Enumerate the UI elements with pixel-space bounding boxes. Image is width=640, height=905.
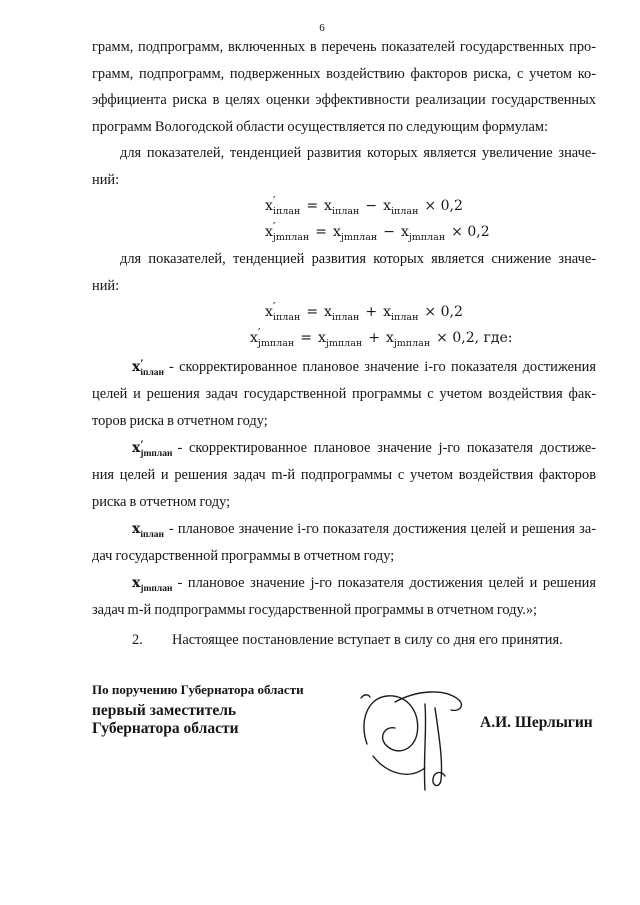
paragraph-line: ний: — [92, 277, 120, 294]
formula-script — [272, 300, 301, 323]
definition-script — [140, 531, 164, 541]
definition-line: риска в отчетном году; — [92, 494, 231, 510]
definition-variable: x — [132, 359, 141, 375]
definition-line: торов риска в отчетном году; — [92, 413, 268, 429]
definition-script — [140, 585, 172, 595]
formula-script — [391, 207, 418, 217]
signatory-name: А.И. Шерлыгин — [480, 714, 593, 731]
formula-script — [272, 194, 301, 217]
item-2 — [92, 627, 596, 654]
intro-paragraph — [92, 34, 596, 140]
signatory-position-line2: Губернатора области — [92, 720, 239, 737]
prime-mark: ′ — [272, 220, 276, 234]
formula-variable: x — [265, 198, 273, 214]
subscript: iплан — [140, 530, 165, 540]
formula-operator: + — [368, 330, 380, 346]
handwritten-signature — [355, 682, 475, 794]
definition-planned-jm — [92, 570, 596, 624]
signature-stroke — [361, 695, 370, 698]
definition-variable: x — [132, 575, 141, 591]
subscript: iплан — [140, 368, 165, 378]
page-number: 6 — [319, 22, 325, 34]
definition-line: задач m-й подпрограммы государственной программы в отчетном году.»; — [92, 602, 538, 618]
formula-operator: − — [365, 198, 378, 214]
formula-variable: x — [265, 304, 273, 320]
paragraph-line: программ Вологодской области осуществляется по следующим формулам: — [92, 118, 549, 135]
formula-variable: x — [250, 330, 258, 346]
formula-increase-i — [265, 193, 463, 219]
formula-variable: x — [317, 330, 326, 346]
subscript: iплан — [331, 206, 360, 217]
definition-line — [92, 570, 596, 597]
signature-instruction: По поручению Губернатора области — [92, 682, 304, 697]
subscript: jmплан — [408, 232, 446, 243]
formula-variable: x — [385, 330, 394, 346]
paragraph-line: для показателей, тенденцией развития которых является увеличение значе- — [120, 145, 596, 161]
prime-mark: ′ — [140, 437, 144, 451]
subscript: jmплан — [140, 449, 173, 459]
subscript: jmплан — [140, 584, 173, 594]
subscript: jmплан — [393, 338, 431, 349]
equals-sign: = — [306, 198, 319, 214]
formula-tail: × 0,2 — [424, 304, 463, 320]
definition-text: - скорректированное плановое значение i-го показателя достижения — [169, 359, 596, 375]
formula-script — [332, 207, 359, 217]
definition-text: - плановое значение i-го показателя достижения целей и решения за- — [169, 521, 596, 537]
definition-variable: x — [132, 440, 141, 456]
signature-stroke — [424, 704, 425, 790]
formula-script — [409, 233, 445, 243]
formula-script — [394, 339, 430, 349]
formula-variable: x — [265, 224, 273, 240]
formula-variable: x — [324, 304, 332, 320]
equals-sign: = — [300, 330, 312, 346]
definition-line — [92, 354, 596, 381]
subscript: iплан — [272, 312, 301, 323]
definition-script — [140, 356, 165, 379]
formula-script — [332, 313, 359, 323]
subscript: iплан — [391, 206, 419, 217]
prime-mark: ′ — [272, 194, 276, 208]
equals-sign: = — [315, 224, 327, 240]
subscript: jmплан — [340, 232, 378, 243]
equals-sign: = — [306, 304, 319, 320]
paragraph-line: грамм, подпрограмм, подверженных воздействию факторов риска, с учетом ко- — [92, 65, 596, 82]
formula-operator: − — [383, 224, 395, 240]
definition-line — [92, 435, 596, 462]
formula-script — [326, 339, 362, 349]
formula-script — [391, 313, 418, 323]
subscript: iплан — [331, 312, 360, 323]
formula-script — [257, 326, 295, 349]
item-text: Настоящее постановление вступает в силу со дня его принятия. — [172, 632, 563, 648]
signature-stroke — [364, 696, 418, 751]
formula-variable: x — [324, 198, 332, 214]
increase-case-paragraph — [92, 140, 596, 193]
formula-script — [272, 220, 310, 243]
definition-line: дач государственной программы в отчетном году; — [92, 548, 395, 564]
paragraph-line: эффициента риска в целях оценки эффективности реализации государственных — [92, 92, 596, 108]
formula-variable: x — [383, 198, 391, 214]
formula-tail: × 0,2, где: — [436, 330, 513, 346]
formula-variable: x — [383, 304, 391, 320]
definition-script — [140, 437, 173, 460]
definition-corrected-jm — [92, 435, 596, 516]
definition-corrected-i — [92, 354, 596, 435]
signature-stroke — [395, 692, 461, 710]
signatory-position-line1: первый заместитель — [92, 702, 237, 719]
signature-stroke — [373, 756, 425, 774]
definition-text: - плановое значение j-го показателя достижения целей и решения — [177, 575, 596, 591]
signature-stroke — [433, 708, 445, 786]
subscript: iплан — [272, 206, 301, 217]
formula-increase-jm — [265, 219, 490, 245]
formula-tail: × 0,2 — [451, 224, 490, 240]
subscript: jmплан — [325, 338, 363, 349]
definition-planned-i — [92, 516, 596, 570]
subscript: jmплан — [257, 338, 295, 349]
definition-variable: x — [132, 521, 141, 537]
formula-variable: x — [400, 224, 409, 240]
formula-script — [341, 233, 377, 243]
paragraph-line: грамм, подпрограмм, включенных в перечень показателей государственных про- — [92, 39, 596, 55]
paragraph-line: для показателей, тенденцией развития которых является снижение значе- — [120, 251, 596, 267]
formula-decrease-i — [265, 299, 463, 325]
definition-text: - скорректированное плановое значение j-го показателя достиже- — [177, 440, 596, 456]
subscript: iплан — [391, 312, 419, 323]
formula-operator: + — [365, 304, 378, 320]
prime-mark: ′ — [140, 356, 144, 370]
definition-line: целей и решения задач государственной программы с учетом воздействия фак- — [92, 386, 596, 402]
paragraph-line: ний: — [92, 171, 120, 188]
definition-line: ния целей и решения задач m-й подпрограммы с учетом воздействия факторов — [92, 467, 596, 483]
decrease-case-paragraph — [92, 246, 596, 299]
prime-mark: ′ — [272, 300, 276, 314]
formula-variable: x — [332, 224, 341, 240]
formula-tail: × 0,2 — [424, 198, 463, 214]
formula-decrease-jm — [250, 325, 512, 351]
definition-line — [92, 516, 596, 543]
subscript: jmплан — [272, 232, 310, 243]
item-number: 2. — [132, 632, 143, 648]
prime-mark: ′ — [257, 326, 261, 340]
